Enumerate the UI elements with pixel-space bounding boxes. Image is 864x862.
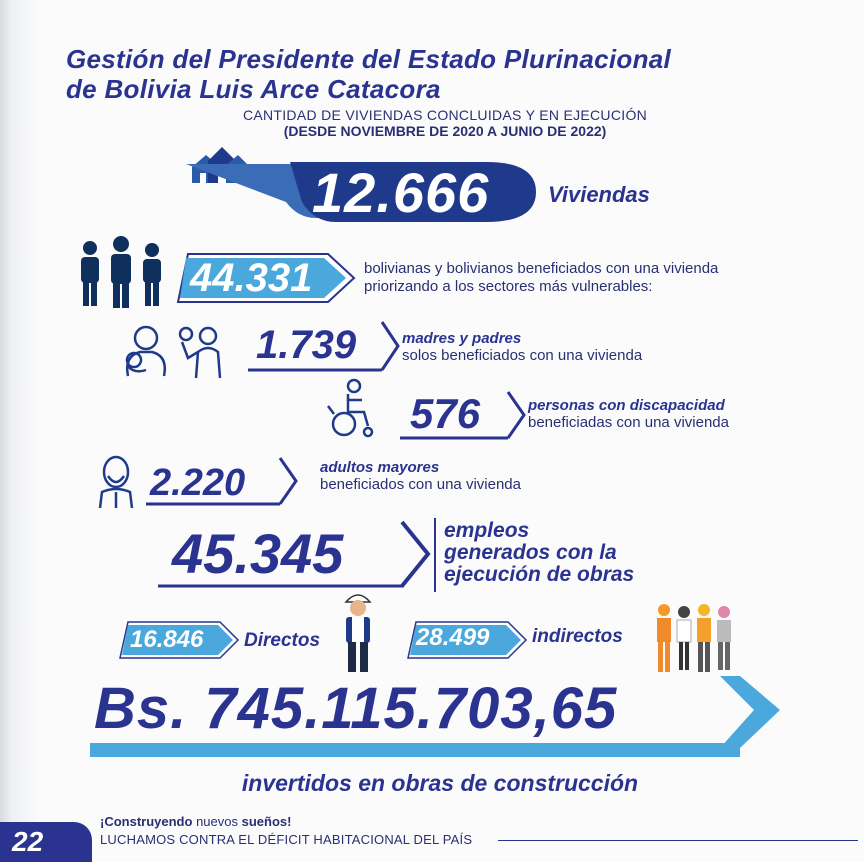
viviendas-label: Viviendas: [548, 182, 650, 207]
madres-padres-label: madres y padres: [402, 330, 522, 347]
footer-slogan: [100, 814, 291, 829]
father-with-child-icon: [174, 322, 228, 380]
inversion-label: invertidos en obras de construcción: [241, 770, 639, 796]
beneficiados-line1: bolivianas y bolivianos beneficiados con una vivienda: [364, 260, 719, 277]
empleos-value: 45.345: [172, 522, 344, 585]
page-title: [66, 44, 826, 104]
adultos-mayores-value: 2.220: [150, 462, 246, 504]
directos-label: Directos: [244, 630, 321, 651]
family-icon: [76, 236, 166, 308]
slogan-mid: nuevos: [192, 814, 242, 829]
subtitle: CANTIDAD DE VIVIENDAS CONCLUIDAS Y EN EJECUCIÓN: [242, 107, 648, 123]
empleos-divider: [434, 518, 436, 592]
elderly-man-icon: [96, 454, 136, 510]
directos-value: 16.846: [130, 626, 204, 653]
title-line-2: de Bolivia Luis Arce Catacora: [66, 74, 441, 104]
slogan-bold-1: ¡Construyendo: [100, 814, 193, 829]
adultos-mayores-label: adultos mayores: [320, 459, 440, 476]
construction-worker-icon: [338, 590, 378, 676]
slogan-bold-2: sueños!: [241, 814, 292, 829]
workers-group-icon: [654, 602, 734, 674]
indirectos-label: indirectos: [532, 626, 623, 647]
empleos-line2: generados con la: [444, 541, 617, 564]
page-number: 22: [12, 826, 44, 857]
inversion-value: Bs. 745.115.703,65: [94, 676, 618, 741]
viviendas-value: 12.666: [312, 161, 490, 224]
empleos-line1: empleos: [444, 519, 530, 542]
period: (DESDE NOVIEMBRE DE 2020 A JUNIO DE 2022): [283, 123, 607, 139]
madres-padres-detail: solos beneficiados con una vivienda: [402, 347, 643, 364]
beneficiados-line2: priorizando a los sectores más vulnerables:: [364, 278, 653, 295]
empleos-line3: ejecución de obras: [444, 563, 635, 586]
discapacidad-value: 576: [410, 390, 481, 437]
adultos-mayores-detail: beneficiados con una vivienda: [320, 476, 521, 493]
beneficiados-value: 44.331: [190, 256, 313, 300]
footer-rule: [498, 840, 858, 841]
discapacidad-detail: beneficiadas con una vivienda: [528, 414, 729, 431]
madres-padres-value: 1.739: [256, 323, 357, 367]
title-line-1: Gestión del Presidente del Estado Plurinacional: [66, 44, 672, 74]
parent-with-child-icon: [118, 322, 174, 380]
footer-tagline: LUCHAMOS CONTRA EL DÉFICIT HABITACIONAL DEL PAÍS: [100, 832, 473, 847]
discapacidad-label: personas con discapacidad: [528, 397, 725, 414]
wheelchair-icon: [320, 378, 378, 438]
indirectos-value: 28.499: [416, 624, 490, 651]
